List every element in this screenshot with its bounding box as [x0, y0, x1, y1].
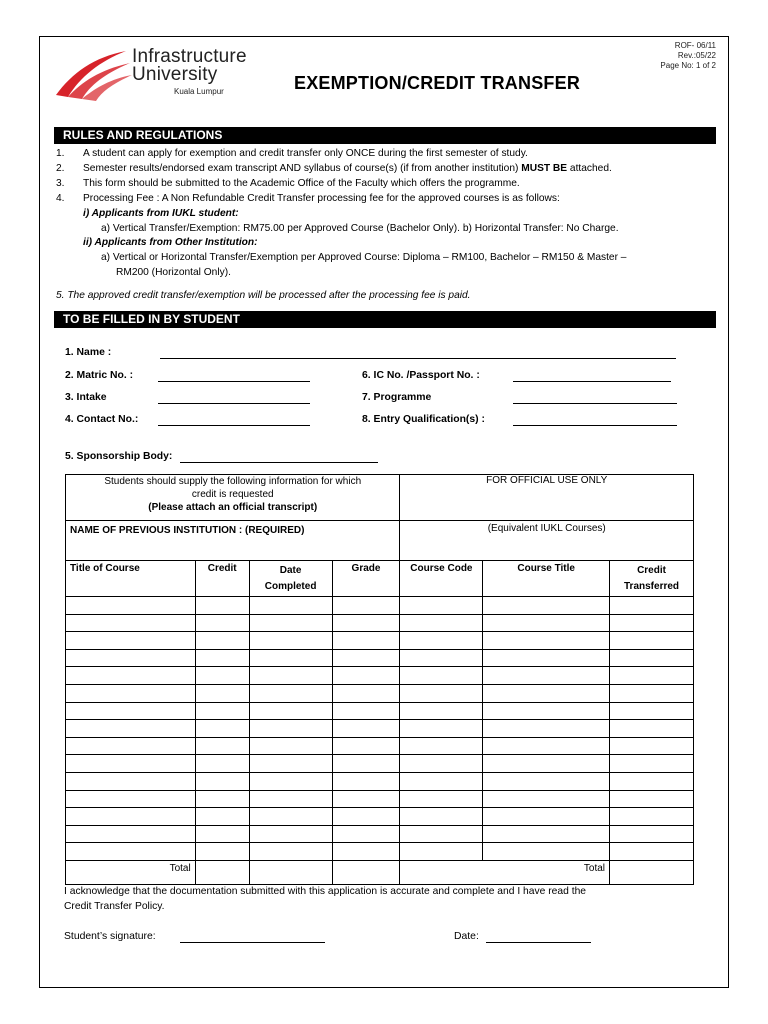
table-entry-cell[interactable]: [249, 632, 332, 650]
student-heading: TO BE FILLED IN BY STUDENT: [54, 311, 716, 328]
table-entry-cell[interactable]: [66, 808, 196, 826]
table-entry-cell[interactable]: [400, 667, 483, 685]
table-entry-cell[interactable]: [400, 702, 483, 720]
table-entry-cell[interactable]: [610, 667, 694, 685]
rule-item-3: [56, 177, 520, 192]
rule-text: Processing Fee : A Non Refundable Credit Transfer processing fee for the approved courses is as follows:: [83, 193, 560, 204]
table-entry-cell[interactable]: [249, 614, 332, 632]
col-credit: Credit: [195, 561, 249, 597]
table-entry-cell[interactable]: [66, 649, 196, 667]
table-entry-cell[interactable]: [66, 667, 196, 685]
table-entry-cell[interactable]: [483, 843, 610, 861]
table-entry-cell[interactable]: [195, 825, 249, 843]
col-transferred-line2: Transferred: [624, 581, 680, 592]
header-line: Students should supply the following information for which: [104, 476, 362, 487]
table-row: [66, 614, 694, 632]
table-entry-cell[interactable]: [332, 755, 400, 773]
previous-institution-label: NAME OF PREVIOUS INSTITUTION : (REQUIRED): [70, 525, 305, 536]
table-entry-cell[interactable]: [249, 649, 332, 667]
table-row: [66, 737, 694, 755]
table-entry-cell[interactable]: [483, 667, 610, 685]
table-entry-cell[interactable]: [195, 808, 249, 826]
entry-qualification-field[interactable]: [513, 425, 677, 426]
rule-text: attached.: [567, 163, 612, 174]
name-label: 1. Name :: [65, 347, 112, 358]
table-row: [66, 702, 694, 720]
header-line: (Please attach an official transcript): [148, 502, 318, 513]
table-entry-cell[interactable]: [400, 737, 483, 755]
sub-heading-other: ii) Applicants from Other Institution:: [83, 237, 258, 248]
table-entry-cell[interactable]: [195, 667, 249, 685]
table-entry-cell[interactable]: [249, 772, 332, 790]
table-entry-cell[interactable]: [195, 649, 249, 667]
table-entry-cell[interactable]: [483, 720, 610, 738]
table-entry-cell[interactable]: [66, 825, 196, 843]
table-entry-cell[interactable]: [332, 614, 400, 632]
entry-rows: [66, 597, 694, 861]
table-entry-cell[interactable]: [195, 597, 249, 615]
sub-heading-iukl: i) Applicants from IUKL student:: [83, 208, 239, 219]
table-row: [66, 772, 694, 790]
table-row: [66, 720, 694, 738]
table-entry-cell[interactable]: [249, 667, 332, 685]
rule-num: 1.: [56, 148, 65, 159]
entry-qualification-label: 8. Entry Qualification(s) :: [362, 414, 485, 425]
table-entry-cell[interactable]: [66, 755, 196, 773]
table-entry-cell[interactable]: [332, 597, 400, 615]
ref-code: ROF- 06/11: [674, 41, 716, 50]
col-grade: Grade: [332, 561, 400, 597]
table-entry-cell[interactable]: [610, 772, 694, 790]
table-entry-cell[interactable]: [400, 808, 483, 826]
rule-text: A student can apply for exemption and credit transfer only ONCE during the first semester of study.: [83, 148, 528, 159]
rule-num: 3.: [56, 178, 65, 189]
table-entry-cell[interactable]: [400, 684, 483, 702]
sponsorship-field[interactable]: [180, 462, 378, 463]
form-page: [39, 36, 729, 988]
sponsorship-label: 5. Sponsorship Body:: [65, 451, 173, 462]
table-entry-cell[interactable]: [610, 825, 694, 843]
table-entry-cell[interactable]: [610, 614, 694, 632]
table-entry-cell[interactable]: [66, 720, 196, 738]
table-entry-cell[interactable]: [483, 597, 610, 615]
document-reference: [660, 41, 716, 71]
table-entry-cell[interactable]: [400, 790, 483, 808]
table-entry-cell[interactable]: [249, 790, 332, 808]
university-logo: [54, 43, 264, 103]
form-title: EXEMPTION/CREDIT TRANSFER: [294, 73, 581, 93]
rule-text: Semester results/endorsed exam transcript AND syllabus of course(s) (if from another institution): [83, 163, 522, 174]
table-entry-cell[interactable]: [483, 649, 610, 667]
table-row: [66, 808, 694, 826]
contact-field[interactable]: [158, 425, 310, 426]
table-entry-cell[interactable]: [332, 702, 400, 720]
ic-field[interactable]: [513, 381, 671, 382]
table-cell: [249, 860, 332, 884]
table-row: [66, 684, 694, 702]
rule-text: This form should be submitted to the Academic Office of the Faculty which offers the programme.: [83, 178, 520, 189]
table-entry-cell[interactable]: [66, 614, 196, 632]
table-entry-cell[interactable]: [610, 843, 694, 861]
rules-heading: RULES AND REGULATIONS: [54, 127, 716, 144]
table-entry-cell[interactable]: [249, 808, 332, 826]
table-row: [66, 755, 694, 773]
table-row: [66, 825, 694, 843]
table-entry-cell[interactable]: [249, 597, 332, 615]
name-field[interactable]: [160, 358, 676, 359]
table-entry-cell[interactable]: [195, 720, 249, 738]
table-entry-cell[interactable]: [195, 632, 249, 650]
programme-field[interactable]: [513, 403, 677, 404]
table-entry-cell[interactable]: [483, 632, 610, 650]
rule-item-4: [56, 192, 560, 207]
table-entry-cell[interactable]: [249, 755, 332, 773]
intake-label: 3. Intake: [65, 392, 107, 403]
sub-item-other-a: a) Vertical or Horizontal Transfer/Exemption per Approved Course: Diploma – RM100, Bachelor – RM150 & Master –: [101, 252, 627, 263]
date-field[interactable]: [486, 942, 591, 943]
table-row: [66, 790, 694, 808]
page-number: Page No: 1 of 2: [660, 61, 716, 70]
table-cell: [332, 860, 400, 884]
total-left-label: Total: [66, 860, 196, 884]
logo-swoosh-icon: [54, 43, 134, 103]
table-entry-cell[interactable]: [400, 755, 483, 773]
table-entry-cell[interactable]: [195, 755, 249, 773]
table-entry-cell[interactable]: [332, 772, 400, 790]
table-entry-cell[interactable]: [66, 597, 196, 615]
table-entry-cell[interactable]: [400, 843, 483, 861]
credit-transfer-table: [65, 474, 694, 885]
logo-name-line1: Infrastructure: [132, 46, 247, 67]
rule-num: 4.: [56, 193, 65, 204]
table-entry-cell[interactable]: [400, 825, 483, 843]
table-entry-cell[interactable]: [66, 737, 196, 755]
table-entry-cell[interactable]: [66, 843, 196, 861]
table-entry-cell[interactable]: [249, 684, 332, 702]
table-entry-cell[interactable]: [332, 825, 400, 843]
table-entry-cell[interactable]: [249, 720, 332, 738]
rule-item-1: [56, 147, 528, 162]
programme-label: 7. Programme: [362, 392, 432, 403]
acknowledgement: [64, 884, 704, 914]
table-entry-cell[interactable]: [483, 614, 610, 632]
table-entry-cell[interactable]: [332, 790, 400, 808]
table-entry-cell[interactable]: [610, 737, 694, 755]
revision: Rev.:05/22: [677, 51, 716, 60]
table-entry-cell[interactable]: [332, 843, 400, 861]
table-entry-cell[interactable]: [610, 808, 694, 826]
table-entry-cell[interactable]: [610, 790, 694, 808]
table-entry-cell[interactable]: [195, 614, 249, 632]
intake-field[interactable]: [158, 403, 310, 404]
table-entry-cell[interactable]: [610, 597, 694, 615]
rule-note: 5. The approved credit transfer/exemption will be processed after the processing fee is paid.: [56, 290, 471, 301]
matric-label: 2. Matric No. :: [65, 370, 134, 381]
col-course-code: Course Code: [400, 561, 483, 597]
sub-item-other-a-cont: RM200 (Horizontal Only).: [116, 267, 231, 278]
total-credit-cell[interactable]: [195, 860, 249, 884]
official-use-header: FOR OFFICIAL USE ONLY: [400, 475, 694, 521]
sub-item-iukl-a: a) Vertical Transfer/Exemption: RM75.00 per Approved Course (Bachelor Only). b) Horizontal Transfer: No Charge.: [101, 223, 619, 234]
table-entry-cell[interactable]: [610, 632, 694, 650]
table-entry-cell[interactable]: [400, 632, 483, 650]
table-entry-cell[interactable]: [332, 808, 400, 826]
table-entry-cell[interactable]: [610, 649, 694, 667]
table-entry-cell[interactable]: [249, 737, 332, 755]
table-entry-cell[interactable]: [249, 702, 332, 720]
table-row: [66, 649, 694, 667]
table-entry-cell[interactable]: [332, 632, 400, 650]
table-entry-cell[interactable]: [195, 843, 249, 861]
col-title-of-course: Title of Course: [66, 561, 196, 597]
table-entry-cell[interactable]: [483, 702, 610, 720]
table-entry-cell[interactable]: [332, 737, 400, 755]
table-entry-cell[interactable]: [66, 790, 196, 808]
rule-text-emphasis: MUST BE: [521, 163, 568, 174]
total-right-label: Total: [400, 860, 610, 884]
table-entry-cell[interactable]: [610, 720, 694, 738]
total-transferred-cell[interactable]: [610, 860, 694, 884]
table-entry-cell[interactable]: [249, 825, 332, 843]
ack-line: I acknowledge that the documentation submitted with this application is accurate and complete and I have read the: [64, 886, 587, 897]
equivalent-courses-label: (Equivalent IUKL Courses): [400, 521, 694, 561]
table-entry-cell[interactable]: [610, 702, 694, 720]
date-label: Date:: [454, 931, 479, 942]
table-row: [66, 843, 694, 861]
table-entry-cell[interactable]: [249, 843, 332, 861]
table-entry-cell[interactable]: [400, 720, 483, 738]
table-entry-cell[interactable]: [610, 684, 694, 702]
rule-num: 2.: [56, 163, 65, 174]
table-entry-cell[interactable]: [66, 772, 196, 790]
table-entry-cell[interactable]: [66, 632, 196, 650]
table-entry-cell[interactable]: [195, 684, 249, 702]
ack-line: Credit Transfer Policy.: [64, 901, 165, 912]
table-entry-cell[interactable]: [66, 684, 196, 702]
table-entry-cell[interactable]: [483, 790, 610, 808]
table-entry-cell[interactable]: [195, 772, 249, 790]
ic-label: 6. IC No. /Passport No. :: [362, 370, 480, 381]
table-entry-cell[interactable]: [400, 614, 483, 632]
logo-name-line2: University: [132, 64, 218, 85]
col-credit-transferred: [610, 561, 694, 597]
table-entry-cell[interactable]: [400, 649, 483, 667]
table-entry-cell[interactable]: [610, 755, 694, 773]
contact-label: 4. Contact No.:: [65, 414, 139, 425]
table-entry-cell[interactable]: [483, 808, 610, 826]
matric-field[interactable]: [158, 381, 310, 382]
table-entry-cell[interactable]: [483, 825, 610, 843]
student-info-header: [66, 475, 400, 521]
table-entry-cell[interactable]: [195, 790, 249, 808]
table-entry-cell[interactable]: [400, 772, 483, 790]
table-entry-cell[interactable]: [400, 597, 483, 615]
table-entry-cell[interactable]: [483, 737, 610, 755]
table-entry-cell[interactable]: [332, 720, 400, 738]
signature-field[interactable]: [180, 942, 325, 943]
rule-item-2: [56, 162, 612, 177]
col-date-completed: [249, 561, 332, 597]
col-transferred-line1: Credit: [637, 565, 666, 576]
table-row: [66, 667, 694, 685]
table-entry-cell[interactable]: [483, 772, 610, 790]
signature-label: Student’s signature:: [64, 931, 156, 942]
table-entry-cell[interactable]: [483, 755, 610, 773]
col-date-line1: Date: [279, 565, 302, 576]
table-entry-cell[interactable]: [332, 684, 400, 702]
logo-subtitle: Kuala Lumpur: [174, 87, 224, 96]
table-entry-cell[interactable]: [332, 667, 400, 685]
table-row: [66, 632, 694, 650]
table-entry-cell[interactable]: [483, 684, 610, 702]
table-entry-cell[interactable]: [332, 649, 400, 667]
col-course-title: Course Title: [483, 561, 610, 597]
table-entry-cell[interactable]: [66, 702, 196, 720]
col-date-line2: Completed: [264, 581, 317, 592]
table-row: [66, 597, 694, 615]
table-entry-cell[interactable]: [195, 702, 249, 720]
previous-institution-cell[interactable]: [66, 521, 400, 561]
header-line: credit is requested: [191, 489, 274, 500]
table-entry-cell[interactable]: [195, 737, 249, 755]
